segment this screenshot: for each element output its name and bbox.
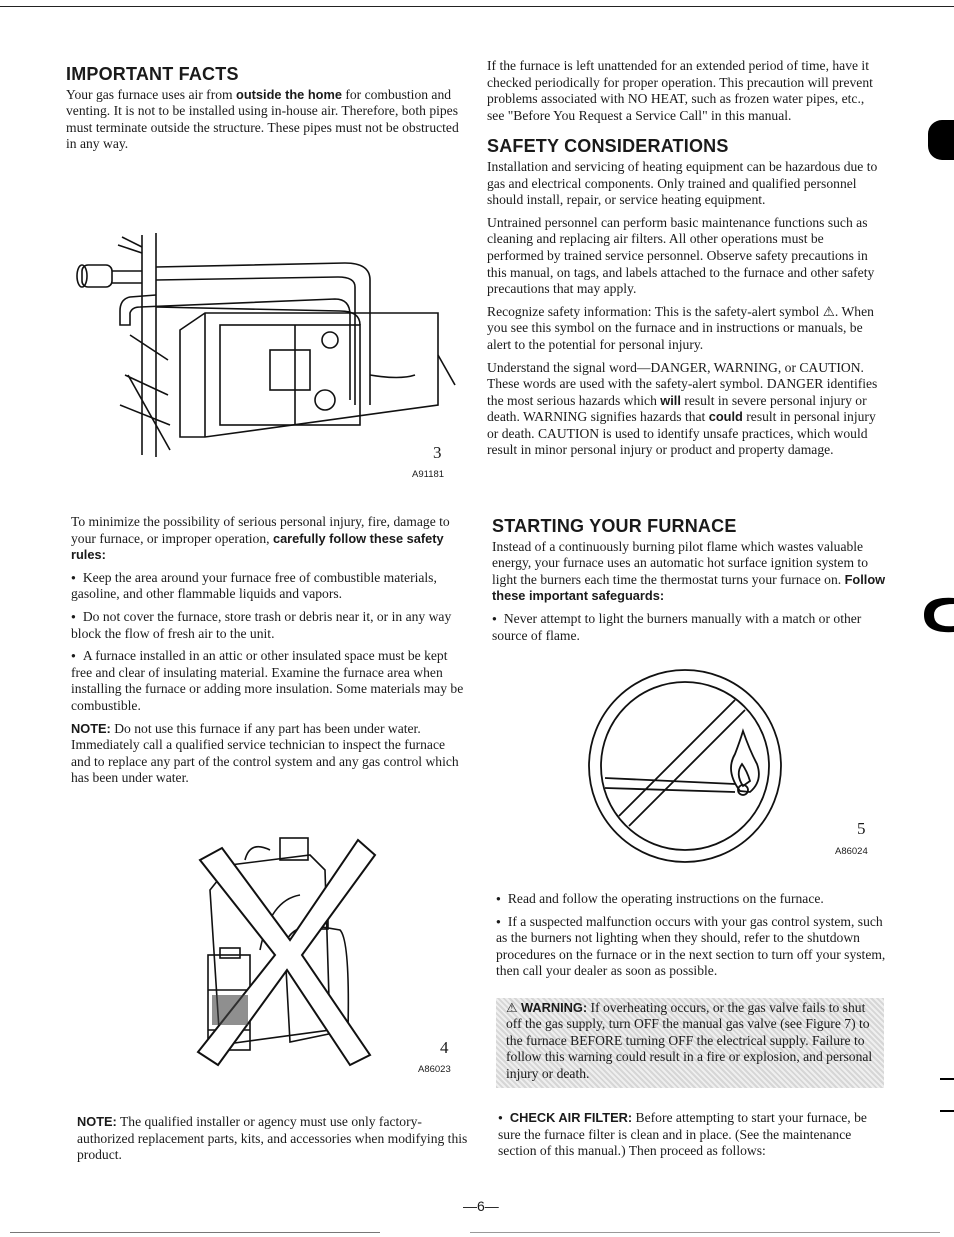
bullet-never-light-manually: ● Never attempt to light the burners manually with a match or other source of flame. [492,611,886,644]
scan-mark-top-right [928,120,954,160]
important-facts-section [66,66,462,159]
figure-5-no-flame-illustration [585,666,785,866]
figure-4-code: A86023 [418,1064,451,1075]
warning-box [496,998,884,1088]
starting-furnace-section [492,518,886,650]
figure-5-code: A86024 [835,846,868,857]
safety-paragraph-1: Installation and servicing of heating equipment can be hazardous due to gas and electrical components. Only trained and qualified personnel should install, repair, or service heating equipment. [487,158,878,208]
starting-furnace-paragraph: Instead of a continuously burning pilot flame which wastes valuable energy, your furnace uses an automatic hot surface ignition system to light the burners each time the thermostat turns your furnace on. Follow these important safeguards: [492,538,886,604]
scan-mark-right-dash [940,1078,954,1080]
page-number: —6— [463,1198,499,1214]
starting-furnace-heading: STARTING YOUR FURNACE [492,516,737,536]
bullet-do-not-cover: ● Do not cover the furnace, store trash or debris near it, or in any way block the flow of fresh air to the unit. [71,609,465,642]
bottom-rule-right [470,1232,940,1233]
safety-alert-icon: ⚠ [822,303,835,319]
safety-rules-intro: To minimize the possibility of serious personal injury, fire, damage to your furnace, or improper operation, carefully follow these safety rules: [71,514,450,563]
check-air-filter-section: ● CHECK AIR FILTER: Before attempting to start your furnace, be sure the furnace filter is clean and in place. (See the maintenance section of this manual.) Then proceed as follows: [498,1110,892,1166]
scan-mark-right-dash-2 [940,1110,954,1112]
figure-3-number: 3 [433,443,442,462]
warning-label: ⚠ WARNING: [506,1000,588,1015]
note-replacement-parts: NOTE: The qualified installer or agency must use only factory-authorized replacement parts, kits, and accessories when modifying this product. [77,1114,468,1163]
right-column-lower-bullets [496,891,888,986]
safety-rules-section [71,514,465,793]
figure-3-furnace-vent-illustration [70,225,460,465]
safety-paragraph-3: Recognize safety information: This is the safety-alert symbol ⚠. When you see this symbol on the furnace and in instructions or manuals, be alert to the potential for personal injury. [487,303,874,352]
bullet-read-instructions: ● Read and follow the operating instructions on the furnace. [496,891,888,908]
bottom-rule-left [10,1232,380,1233]
right-column-upper [487,58,883,465]
figure-4-number: 4 [440,1038,449,1057]
figure-3-code: A91181 [412,469,445,480]
bullet-keep-area-free: ● Keep the area around your furnace free of combustible materials, gasoline, and other flammable liquids and vapors. [71,570,465,603]
safety-paragraph-2: Untrained personnel can perform basic maintenance functions such as cleaning and replacing air filters. All other operations must be performed by trained service personnel. Observe safety precautions in this manual, on tags, and labels attached to the furnace and other safety precautions that may apply. [487,214,875,297]
safety-paragraph-4: Understand the signal word—DANGER, WARNING, or CAUTION. These words are used with the safety-alert symbol. DANGER identifies the most serious hazards which will result in severe personal injury or death. WARNING signifies hazards that could result in personal injury or death. CAUTION is used to identify unsafe practices, which would result in minor personal injury or product and property damage. [487,359,878,458]
figure-4-crossed-gas-cans-illustration [190,830,380,1070]
note-under-water: NOTE: Do not use this furnace if any part has been under water. Immediately call a qualified service technician to inspect the furnace and to replace any part of the control system and any gas control which has been under water. [71,720,459,786]
safety-considerations-heading: SAFETY CONSIDERATIONS [487,136,729,157]
important-facts-heading: IMPORTANT FACTS [66,64,239,84]
top-rule [0,6,954,7]
scan-mark-right-c [918,592,954,638]
figure-5-number: 5 [857,819,866,838]
bullet-malfunction: ● If a suspected malfunction occurs with your gas control system, such as the burners not lighting when they should, refer to the shutdown procedures on the furnace or in the next section to turn off your system, then call your dealer as soon as possible. [496,914,888,980]
warning-text: If overheating occurs, or the gas valve fails to shut off the gas supply, turn OFF the manual gas valve (see Figure 7) to the furnace BEFORE turning OFF the electrical supply. Failure to follow this warning could result in a fire or explosion, and personal injury or death. [506,1000,873,1081]
unattended-furnace-paragraph: If the furnace is left unattended for an extended period of time, have it checked periodically for proper operation. This precaution will prevent problems associated with NO HEAT, such as frozen water pipes, etc., see "Before You Request a Service Call" in this manual. [487,58,873,123]
important-facts-paragraph: Your gas furnace uses air from outside the home for combustion and venting. It is not to be installed using in-house air. Therefore, both pipes must terminate outside the structure. These pipes must not be obstructed in any way. [66,86,459,152]
bullet-attic-insulation: ● A furnace installed in an attic or other insulated space must be kept free and clear of insulating material. Examine the furnace area when installing the furnace or adding more insulation. Some materials may be combustible. [71,648,465,714]
